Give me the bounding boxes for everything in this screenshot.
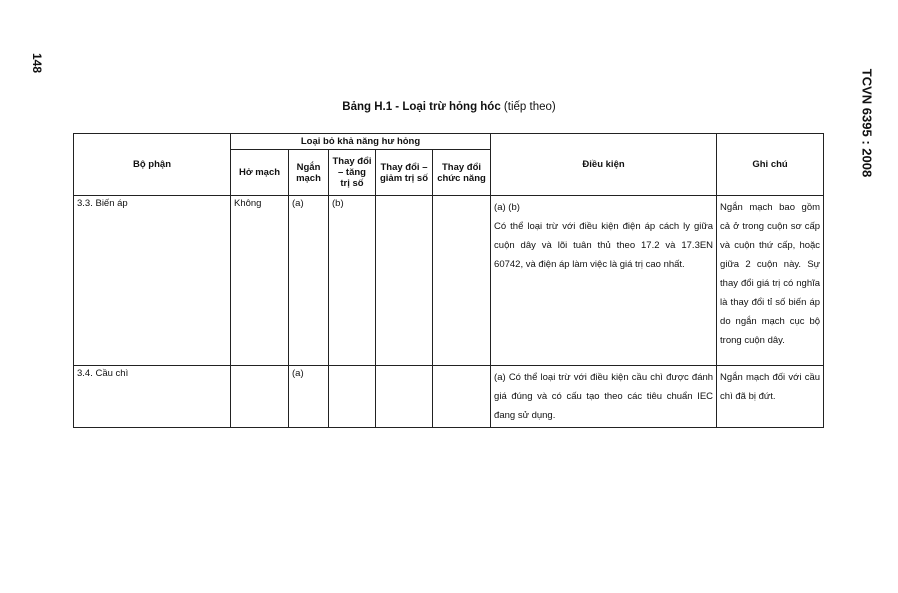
standard-code: TCVN 6395 : 2008 [859, 68, 875, 178]
row-part: 3.4. Cầu chì [74, 366, 231, 428]
cell-increase: (b) [329, 196, 376, 366]
header-part: Bộ phận [74, 134, 231, 196]
condition-text: Có thể loại trừ với điều kiện điện áp cách ly giữa cuộn dây và lõi tuân thủ theo 17.2 và 17.3EN 60742, và điện áp làm việc là giá trị cao nhất. [494, 221, 714, 270]
cell-increase [329, 366, 376, 428]
condition-ref: (a) (b) [494, 202, 520, 213]
cell-function [433, 366, 491, 428]
cell-condition [491, 196, 717, 366]
caption-suffix: (tiếp theo) [500, 101, 556, 113]
header-short-circuit: Ngắn mạch [289, 150, 329, 196]
cell-decrease [376, 366, 433, 428]
header-decrease: Thay đổi – giảm trị số [376, 150, 433, 196]
table-caption [0, 101, 898, 113]
header-increase: Thay đổi – tăng trị số [329, 150, 376, 196]
cell-short: (a) [289, 366, 329, 428]
header-group: Loại bỏ khả năng hư hỏng [231, 134, 491, 150]
header-note: Ghi chú [717, 134, 824, 196]
cell-open: Không [231, 196, 289, 366]
header-open-circuit: Hở mạch [231, 150, 289, 196]
cell-short: (a) [289, 196, 329, 366]
caption-title: Bảng H.1 - Loại trừ hỏng hóc [342, 101, 501, 113]
cell-open [231, 366, 289, 428]
cell-note: Ngắn mạch bao gồm cả ở trong cuộn sơ cấp và cuộn thứ cấp, hoặc giữa 2 cuộn này. Sự thay đổi giá trị có nghĩa là thay đổi tỉ số biến áp do ngắn mạch cục bộ trong cuộn dây. [717, 196, 824, 366]
failure-exclusion-table [73, 133, 824, 428]
header-condition: Điều kiện [491, 134, 717, 196]
cell-function [433, 196, 491, 366]
header-function: Thay đổi chức năng [433, 150, 491, 196]
table-row [74, 196, 824, 366]
cell-note: Ngắn mạch đối với cầu chì đã bị đứt. [717, 366, 824, 428]
table-row [74, 366, 824, 428]
page-number: 148 [30, 52, 44, 74]
cell-condition: (a) Có thể loại trừ với điều kiện cầu chì được đánh giá đúng và có cấu tạo theo các tiêu chuẩn IEC đang sử dụng. [491, 366, 717, 428]
row-part: 3.3. Biến áp [74, 196, 231, 366]
cell-decrease [376, 196, 433, 366]
